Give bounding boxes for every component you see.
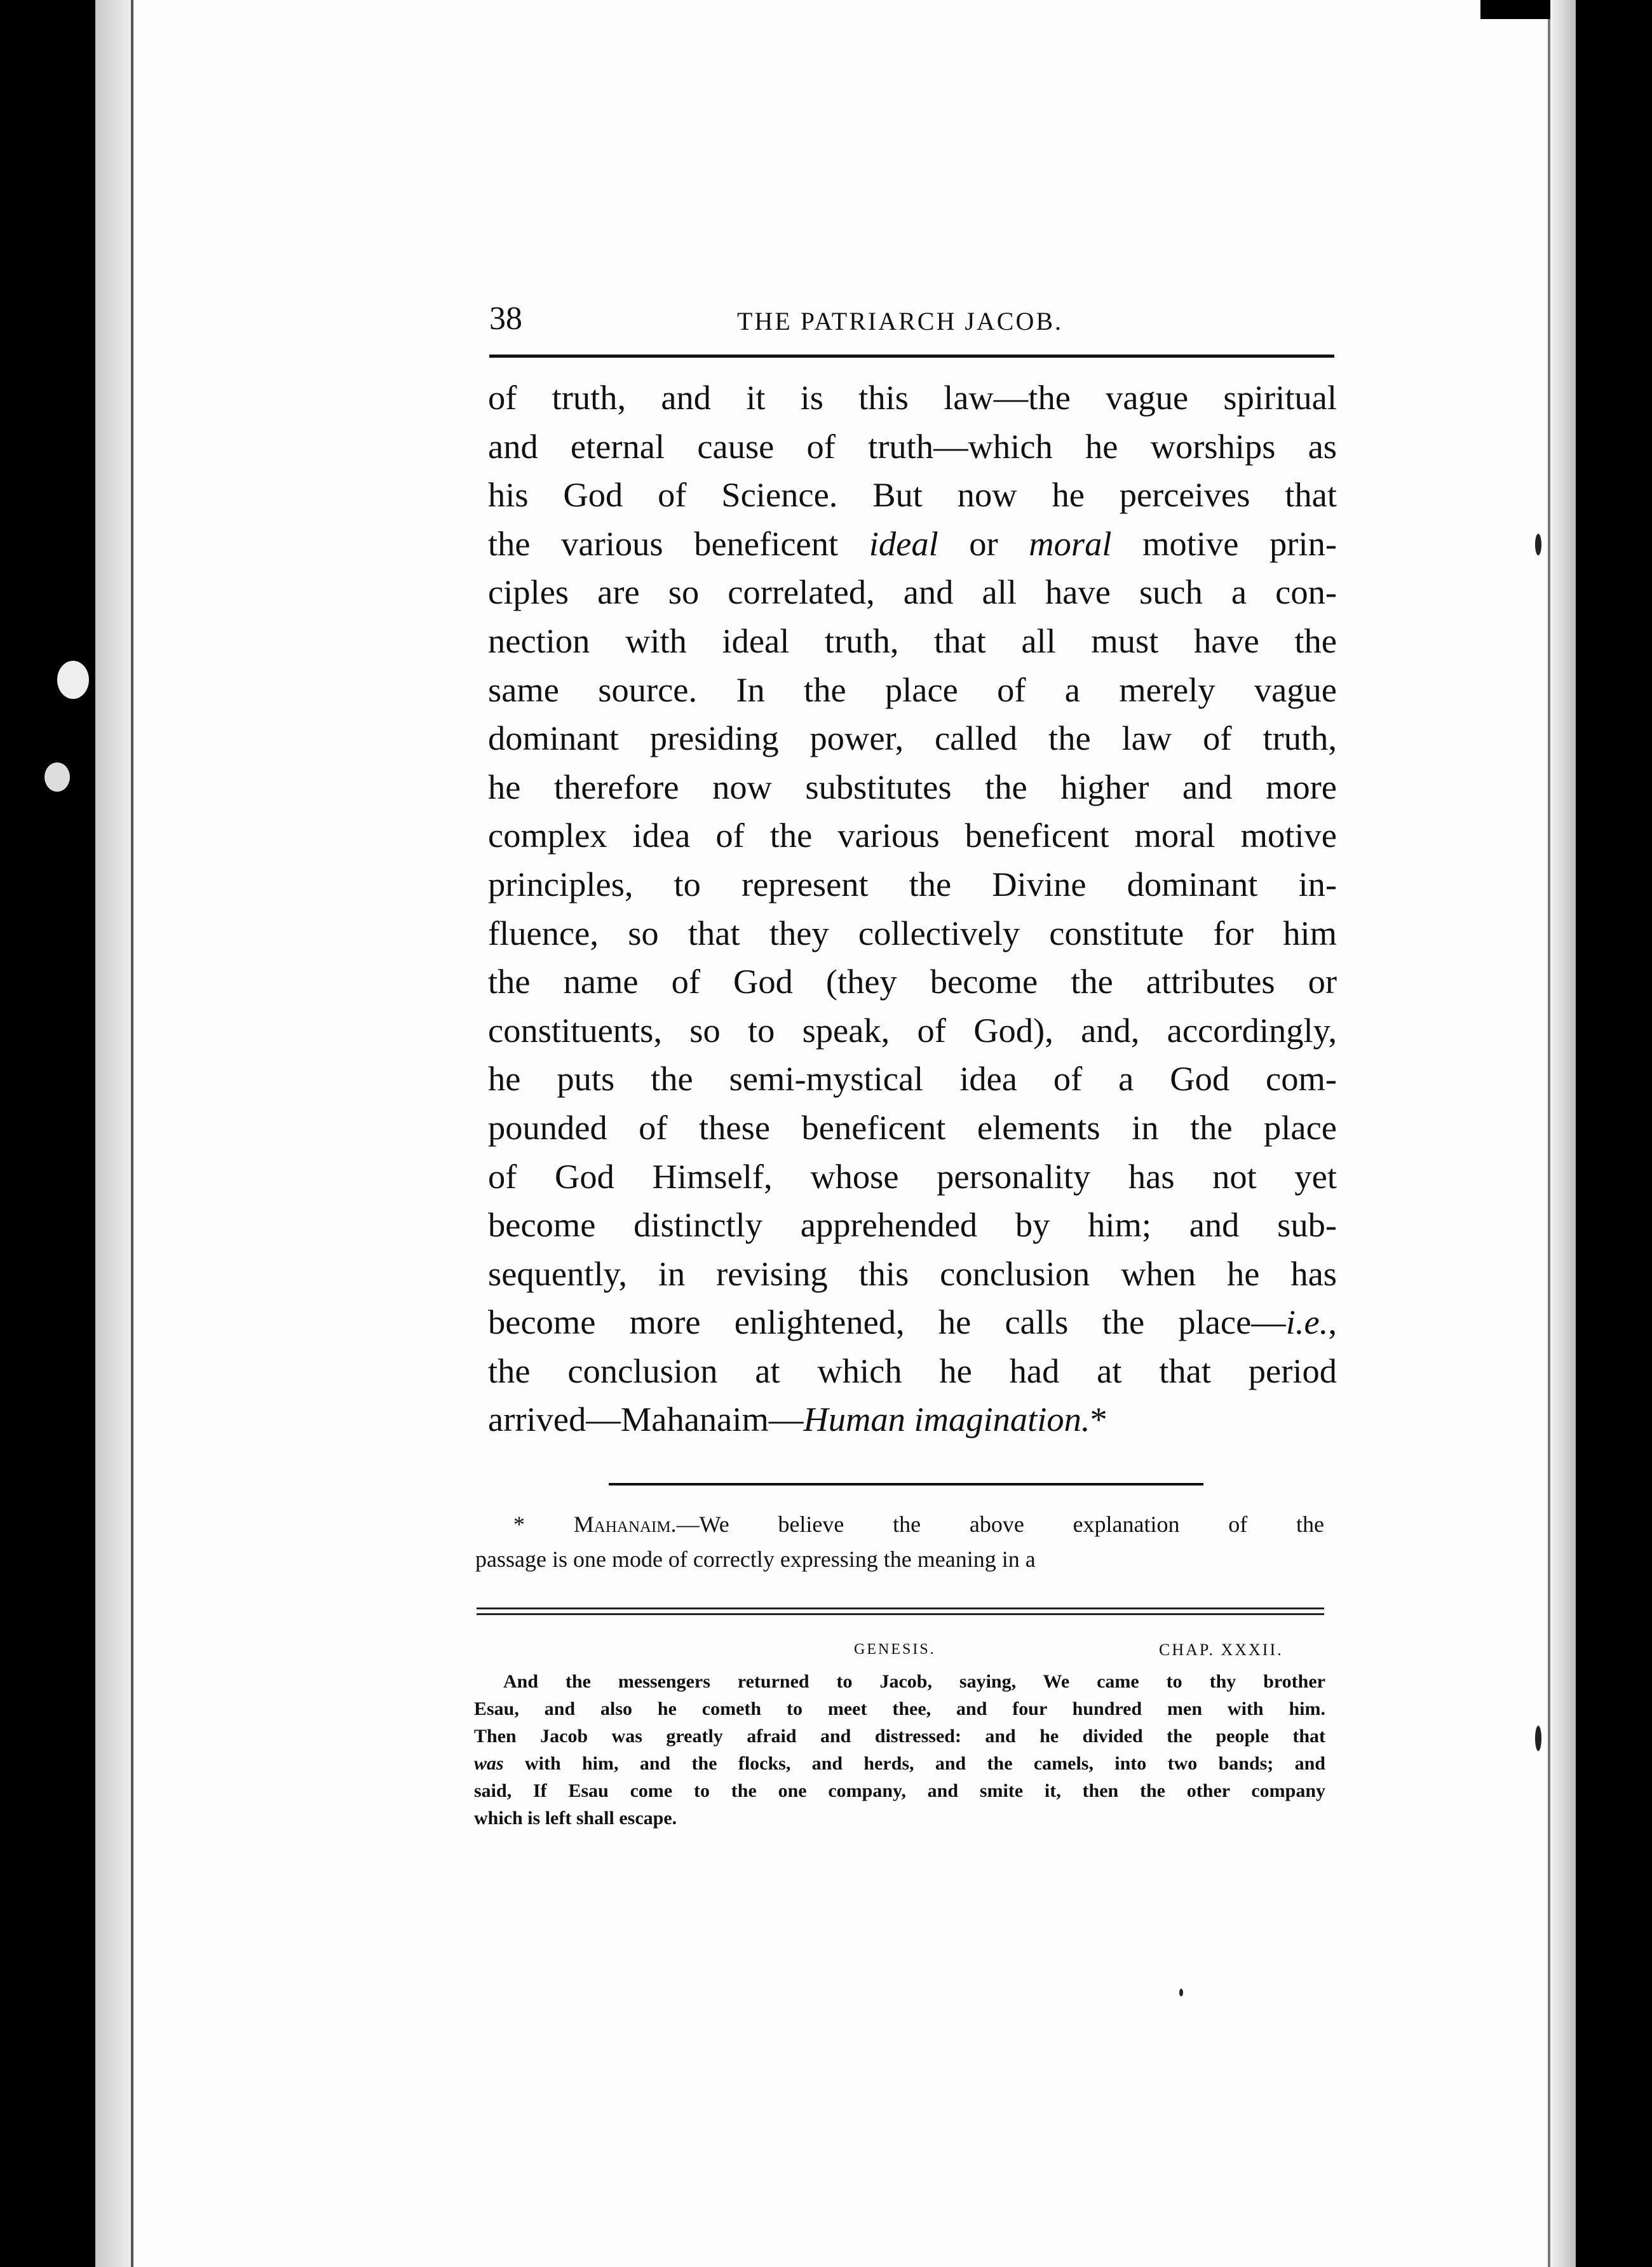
body-line: of God Himself, whose personality has not yet [488, 1156, 1337, 1196]
scripture-double-rule [477, 1607, 1324, 1615]
body-line: his God of Science. But now he perceives that [488, 475, 1337, 515]
body-line: constituents, so to speak, of God), and, accordingly, [488, 1010, 1337, 1050]
body-line: and eternal cause of truth—which he worships as [488, 426, 1337, 466]
italic-text: i.e. [1285, 1303, 1329, 1342]
header-rule [489, 355, 1334, 358]
scan-speck [1535, 1726, 1541, 1751]
body-line: fluence, so that they collectively constitute for him [488, 913, 1337, 952]
body-line: nection with ideal truth, that all must have the [488, 621, 1337, 660]
scan-border-right [1576, 0, 1652, 2267]
scripture-heading [474, 1636, 1325, 1668]
scan-speck [1179, 1989, 1183, 1996]
page-gutter-right [1550, 0, 1576, 2267]
running-title: THE PATRIARCH JACOB. [737, 307, 1064, 335]
body-line: same source. In the place of a merely vague [488, 670, 1337, 709]
italic-text: Human imagination. [803, 1400, 1090, 1439]
italic-text: moral [1029, 524, 1112, 563]
scripture-excerpt [474, 1636, 1325, 1832]
body-line: become more enlightened, he calls the place—i.e., [488, 1303, 1337, 1342]
body-line: of truth, and it is this law—the vague spiritual [488, 378, 1337, 417]
italic-text: ideal [869, 524, 938, 563]
footnote-line: * Mahanaim.—We believe the above explanation of the [513, 1512, 1324, 1537]
body-line: he puts the semi-mystical idea of a God com- [488, 1059, 1337, 1099]
scripture-line: which is left shall escape. [474, 1808, 677, 1829]
scan-border-left [0, 0, 95, 2267]
small-caps-text: Mahanaim. [573, 1512, 677, 1537]
italic-text: was [474, 1753, 504, 1774]
scripture-text [474, 1668, 1325, 1832]
scripture-line: And the messengers returned to Jacob, saying, We came to thy brother [503, 1671, 1325, 1692]
footnote-rule [609, 1483, 1203, 1485]
body-text [488, 374, 1337, 1444]
page-gutter-left [95, 0, 131, 2267]
body-line: the conclusion at which he had at that period [488, 1351, 1337, 1390]
body-line: dominant presiding power, called the law of truth, [488, 719, 1337, 758]
footnote [475, 1507, 1324, 1577]
body-line: ciples are so correlated, and all have such a con- [488, 572, 1337, 612]
scan-speck [44, 762, 70, 792]
footnote-line: passage is one mode of correctly expressing the meaning in a [475, 1546, 1036, 1572]
scripture-line: was with him, and the flocks, and herds, and the camels, into two bands; and [474, 1753, 1325, 1774]
body-line: complex idea of the various beneficent moral motive [488, 816, 1337, 855]
page-number: 38 [489, 301, 522, 337]
scripture-chapter: CHAP. XXXII. [1159, 1641, 1283, 1659]
scan-border-top-right [1480, 0, 1550, 19]
scripture-line: Esau, and also he cometh to meet thee, and four hundred men with him. [474, 1698, 1325, 1719]
page-edge-line-left [131, 0, 133, 2267]
body-line: the various beneficent ideal or moral motive prin- [488, 524, 1337, 563]
scan-speck [1535, 534, 1541, 555]
scripture-book: GENESIS. [854, 1641, 936, 1658]
body-line: the name of God (they become the attributes or [488, 962, 1337, 1001]
body-line: he therefore now substitutes the higher and more [488, 767, 1337, 806]
body-line: principles, to represent the Divine dominant in- [488, 864, 1337, 903]
scan-speck [57, 661, 89, 699]
scripture-line: said, If Esau come to the one company, and smite it, then the other company [474, 1780, 1325, 1801]
scripture-line: Then Jacob was greatly afraid and distressed: and he divided the people that [474, 1726, 1325, 1747]
body-line: pounded of these beneficent elements in the place [488, 1107, 1337, 1147]
body-line: become distinctly apprehended by him; and sub- [488, 1205, 1337, 1245]
running-head [489, 299, 1328, 343]
body-line: sequently, in revising this conclusion when he has [488, 1254, 1337, 1293]
body-line: arrived—Mahanaim—Human imagination.* [488, 1400, 1107, 1439]
